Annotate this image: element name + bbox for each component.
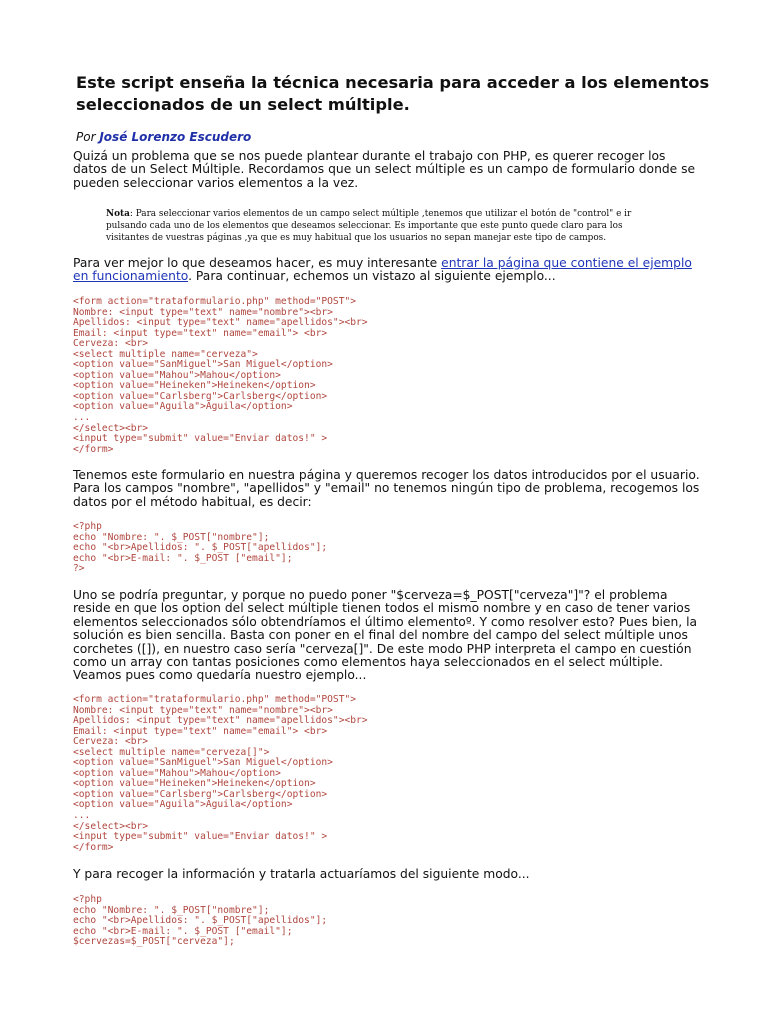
code-line: </form> <box>73 443 114 455</box>
code-line: <select multiple name="cerveza"> <box>73 348 258 360</box>
processing-paragraph: Y para recoger la información y tratarla actuaríamos del siguiente modo... <box>73 867 530 881</box>
code-line: echo "<br>E-mail: ". $_POST ["email"]; <box>73 552 293 564</box>
code-line: echo "Nombre: ". $_POST["nombre"]; <box>73 904 270 916</box>
code-block-php-array <box>73 895 327 948</box>
code-line: Email: <input type="text" name="email"> <br> <box>73 725 328 737</box>
code-line: Nombre: <input type="text" name="nombre"><br> <box>73 306 333 318</box>
code-line: <option value="Aguila">Aguila</option> <box>73 401 293 413</box>
intro-paragraph: Quizá un problema que se nos puede plantear durante el trabajo con PHP, es querer recoger los datos de un Select Múltiple. Recordamos que un select múltiple es un campo de formulario donde se pueden seleccionar varios elementos a la vez. <box>73 149 696 190</box>
code-line: Apellidos: <input type="text" name="apellidos"><br> <box>73 715 368 727</box>
code-line: Apellidos: <input type="text" name="apellidos"><br> <box>73 317 368 329</box>
code-line: <option value="Heineken">Heineken</option> <box>73 380 316 392</box>
code-line: <?php <box>73 521 102 532</box>
note-label: Nota <box>106 209 130 219</box>
code-line: echo "<br>Apellidos: ". $_POST["apellidos"]; <box>73 915 328 927</box>
code-line: <option value="Heineken">Heineken</option> <box>73 778 316 790</box>
code-line: <option value="SanMiguel">San Miguel</option> <box>73 359 333 371</box>
code-line: <input type="submit" value="Enviar datos!" > <box>73 433 328 445</box>
code-line: <option value="Mahou">Mahou</option> <box>73 369 281 381</box>
code-line: <option value="Carlsberg">Carlsberg</option> <box>73 788 328 800</box>
code-line: <option value="Mahou">Mahou</option> <box>73 767 281 779</box>
code-line: <form action="trataformulario.php" method="POST"> <box>73 296 357 307</box>
code-line: <input type="submit" value="Enviar datos!" > <box>73 831 328 843</box>
code-line: <option value="Carlsberg">Carlsberg</option> <box>73 390 328 402</box>
code-line: echo "<br>E-mail: ". $_POST ["email"]; <box>73 925 293 937</box>
code-line: echo "<br>Apellidos: ". $_POST["apellidos"]; <box>73 542 328 554</box>
code-line: $cervezas=$_POST["cerveza"]; <box>73 936 235 948</box>
code-block-form <box>73 297 368 455</box>
code-line: <?php <box>73 894 102 905</box>
author-link[interactable]: José Lorenzo Escudero <box>99 130 252 144</box>
note-text: : Para seleccionar varios elementos de un campo select múltiple ,tenemos que utilizar el botón de "control" e ir pulsando cada uno de los elementos que deseamos seleccionar. Es importante que este punto quede claro para los visitantes de vuestras páginas ,ya que es muy habitual que los usuarios no sepan manejar este tipo de campos. <box>106 209 632 243</box>
code-line: ... <box>73 810 91 822</box>
code-line: Email: <input type="text" name="email"> <br> <box>73 327 328 339</box>
byline-label: Por <box>76 130 96 144</box>
code-line: Nombre: <input type="text" name="nombre"><br> <box>73 704 333 716</box>
code-line: </select><br> <box>73 820 149 832</box>
code-line: <select multiple name="cerveza[]"> <box>73 746 270 758</box>
code-line: </form> <box>73 841 114 853</box>
example-intro-text: Para ver mejor lo que deseamos hacer, es muy interesante <box>73 256 442 270</box>
code-line: Cerveza: <br> <box>73 736 149 748</box>
byline <box>76 130 251 144</box>
example-intro-continue: . Para continuar, echemos un vistazo al siguiente ejemplo... <box>188 269 556 284</box>
code-line: <option value="Aguila">Aguila</option> <box>73 799 293 811</box>
code-line: echo "Nombre: ". $_POST["nombre"]; <box>73 531 270 543</box>
code-block-php-basic <box>73 522 327 575</box>
code-line: </select><br> <box>73 422 149 434</box>
example-intro-paragraph <box>73 257 703 284</box>
code-line: <option value="SanMiguel">San Miguel</option> <box>73 757 333 769</box>
code-block-form-array <box>73 695 368 853</box>
code-line: <form action="trataformulario.php" method="POST"> <box>73 694 357 705</box>
example-link[interactable]: entrar la página que contiene el ejemplo en funcionamiento <box>73 256 692 284</box>
array-explanation-paragraph: Uno se podría preguntar, y porque no puedo poner "$cerveza=$_POST["cerveza"]"? el problema reside en que los option del select múltiple tienen todos el mismo nombre y en caso de tener varios elementos seleccionados sólo obtendríamos el último elementoº. Y como resolver esto? Pues bien, la solución es bien sencilla. Basta con poner en el final del nombre del campo del select múltiple unos corchetes ([]), en nuestro caso sería "cerveza[]". De este modo PHP interpreta el campo en cuestión como un array con tantas posiciones como elementos haya seleccionados en el select múltiple. Veamos pues como quedaría nuestro ejemplo... <box>73 588 698 683</box>
article-title: Este script enseña la técnica necesaria para acceder a los elementos seleccionados de un select múltiple. <box>76 73 710 114</box>
code-line: ... <box>73 412 91 424</box>
code-line: Cerveza: <br> <box>73 338 149 350</box>
form-explanation-paragraph: Tenemos este formulario en nuestra página y queremos recoger los datos introducidos por el usuario. Para los campos "nombre", "apellidos" y "email" no tenemos ningún tipo de problema, recogemos los datos por el método habitual, es decir: <box>73 468 700 509</box>
note-paragraph <box>106 208 666 244</box>
code-line: ?> <box>73 563 85 575</box>
